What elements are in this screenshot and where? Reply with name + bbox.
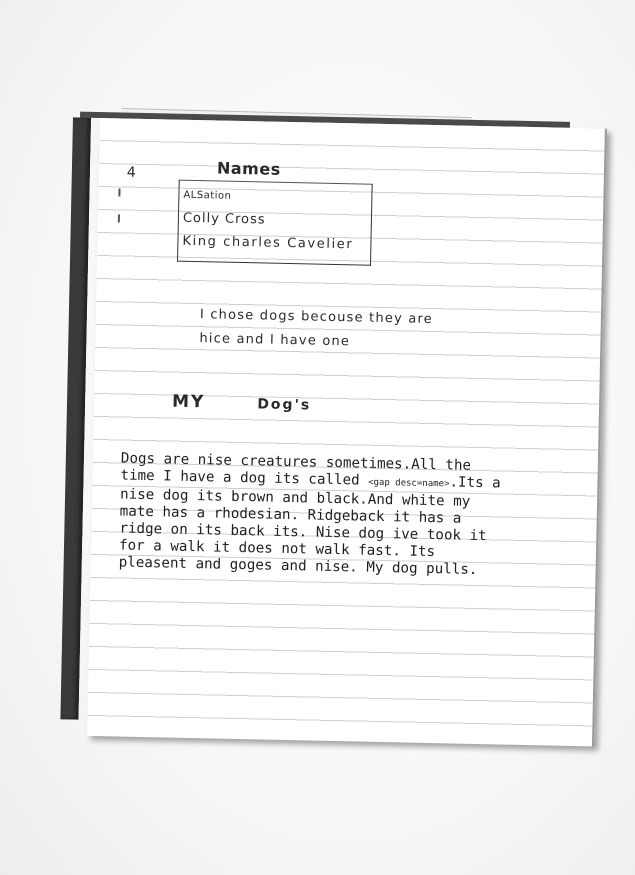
reason-text	[199, 303, 530, 358]
list-item: ALSation	[183, 189, 232, 202]
names-list	[182, 184, 354, 257]
list-item: King charles Cavelier	[182, 233, 354, 253]
page-number: 4	[126, 164, 137, 181]
section-heading	[172, 392, 312, 415]
story-line: pleasent and goges and nise. My dog pulls.	[118, 554, 478, 579]
names-box	[177, 180, 373, 266]
notebook-page-wrapper	[87, 118, 605, 746]
margin-tick	[118, 214, 120, 222]
section-heading-word: Dog's	[257, 396, 312, 414]
list-item: Colly Cross	[182, 210, 266, 228]
story-fragment: .Its a	[449, 474, 501, 492]
typed-story	[119, 451, 551, 581]
gap-tag: <gap desc=name>	[368, 477, 450, 490]
notebook-page	[87, 118, 607, 746]
story-line: mate has a rhodesian. Ridgeback it has a	[119, 503, 462, 527]
margin-tick	[118, 188, 120, 196]
story-line: nise dog its brown and black.And white my	[119, 486, 471, 510]
story-line: for a walk it does not walk fast. Its	[118, 537, 436, 561]
story-fragment: time I have a dog its called	[120, 467, 369, 489]
reason-line: I chose dogs becouse they are	[199, 307, 434, 328]
reason-line: hice and I have one	[199, 331, 351, 350]
names-heading: Names	[216, 158, 281, 179]
story-line: ridge on its back its. Nise dog ive took it	[119, 520, 487, 545]
section-heading-word: MY	[171, 391, 206, 413]
story-line: Dogs are nise creatures sometimes.All the	[120, 450, 472, 474]
